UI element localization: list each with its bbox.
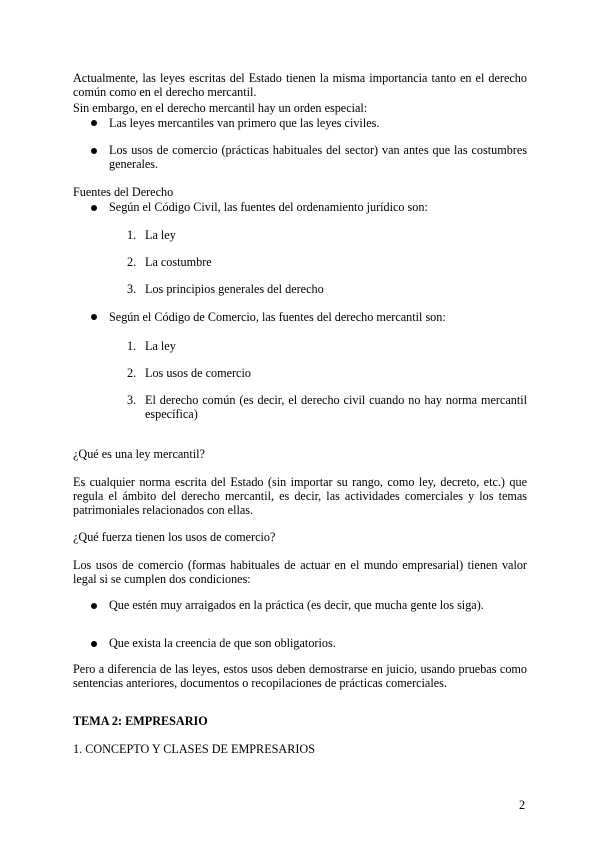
page-number: 2 <box>519 798 526 812</box>
list-number: 1. <box>127 228 137 242</box>
usos-bullet-1: Que estén muy arraigados en la práctica (es decir, que mucha gente los siga). <box>109 598 484 612</box>
bullet-icon <box>91 641 97 647</box>
usos-answer: Los usos de comercio (formas habituales de actuar en el mundo empresarial) tienen valor legal si se cumplen dos condiciones: <box>73 558 527 586</box>
list-number: 2. <box>127 255 137 269</box>
list-number: 1. <box>127 339 137 353</box>
fuentes-heading: Fuentes del Derecho <box>73 185 174 199</box>
ley-mercantil-question: ¿Qué es una ley mercantil? <box>73 447 205 461</box>
comercio-item-3: El derecho común (es decir, el derecho civil cuando no hay norma mercantil específica) <box>145 393 527 421</box>
bullet-icon <box>91 205 97 211</box>
civil-item-3: Los principios generales del derecho <box>145 282 324 296</box>
bullet-icon <box>91 603 97 609</box>
civil-item-1: La ley <box>145 228 176 242</box>
bullet-icon <box>91 314 97 320</box>
usos-closing: Pero a diferencia de las leyes, estos usos deben demostrarse en juicio, usando pruebas como sentencias anteriores, documentos o recopilaciones de prácticas comerciales. <box>73 662 527 690</box>
bullet-icon <box>91 120 97 126</box>
intro-bullet-1: Las leyes mercantiles van primero que las leyes civiles. <box>109 116 380 130</box>
fuentes-civil-intro: Según el Código Civil, las fuentes del ordenamiento jurídico son: <box>109 200 428 214</box>
list-number: 3. <box>127 282 137 296</box>
civil-item-2: La costumbre <box>145 255 212 269</box>
bullet-icon <box>91 148 97 154</box>
intro-bullet-2: Los usos de comercio (prácticas habituales del sector) van antes que las costumbres generales. <box>109 143 527 171</box>
comercio-item-1: La ley <box>145 339 176 353</box>
tema-subtitle: 1. CONCEPTO Y CLASES DE EMPRESARIOS <box>73 742 315 756</box>
ley-mercantil-answer: Es cualquier norma escrita del Estado (sin importar su rango, como ley, decreto, etc.) que regula el ámbito del derecho mercantil, es decir, las actividades comerciales y los temas patrimoniales relacionados con ellas. <box>73 475 527 517</box>
intro-note: Sin embargo, en el derecho mercantil hay un orden especial: <box>73 101 368 115</box>
intro-paragraph: Actualmente, las leyes escritas del Estado tienen la misma importancia tanto en el derecho común como en el derecho mercantil. <box>73 71 527 99</box>
usos-question: ¿Qué fuerza tienen los usos de comercio? <box>73 530 276 544</box>
list-number: 2. <box>127 366 137 380</box>
fuentes-comercio-intro: Según el Código de Comercio, las fuentes del derecho mercantil son: <box>109 310 446 324</box>
list-number: 3. <box>127 393 137 407</box>
tema-title: TEMA 2: EMPRESARIO <box>73 714 208 728</box>
comercio-item-2: Los usos de comercio <box>145 366 251 380</box>
usos-bullet-2: Que exista la creencia de que son obligatorios. <box>109 636 336 650</box>
